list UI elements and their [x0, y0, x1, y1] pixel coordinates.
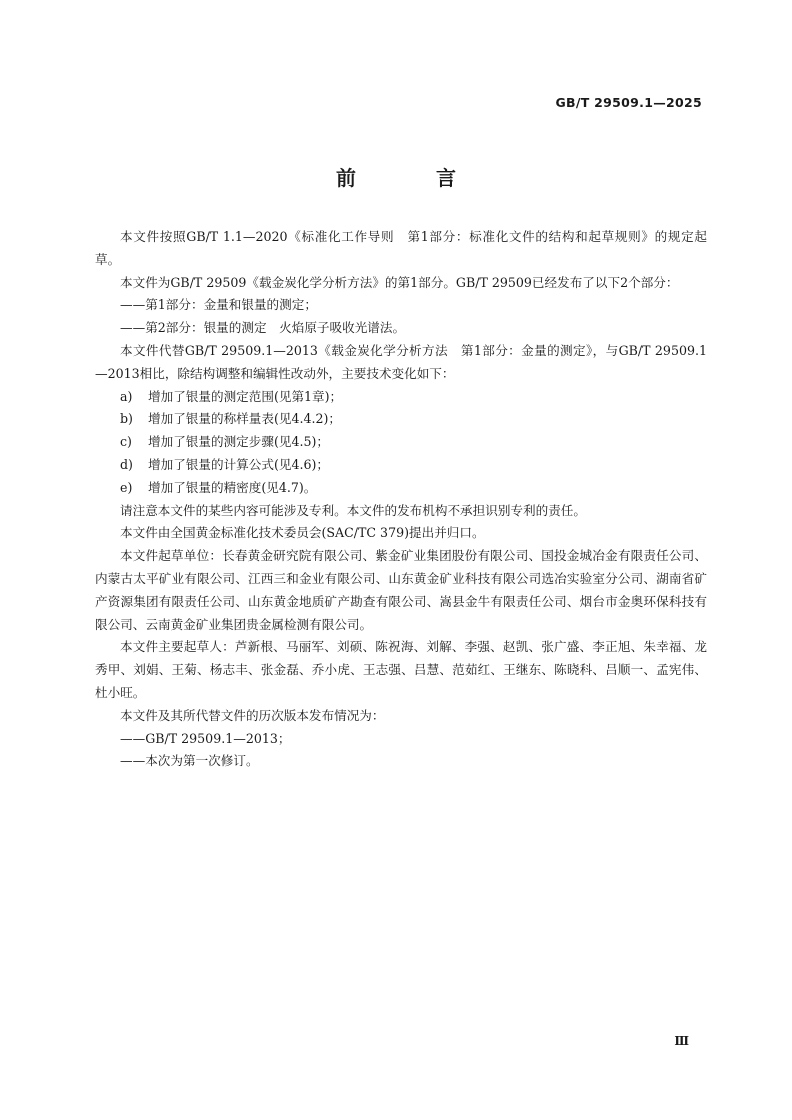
- list-item-part2: ——第2部分：银量的测定 火焰原子吸收光谱法。: [120, 320, 406, 336]
- paragraph-drafting-units: 本文件起草单位：长春黄金研究院有限公司、紫金矿业集团股份有限公司、国投金城冶金有限责任公司、内蒙古太平矿业有限公司、江西三和金业有限公司、山东黄金矿业科技有限公司选冶实验室分公司、湖南省矿产资源集团有限责任公司、山东黄金地质矿产勘查有限公司、嵩县金牛有限责任公司、烟台市金奥环保科技有限公司、云南黄金矿业集团贵金属检测有限公司。: [95, 548, 707, 632]
- change-text: 增加了银量的精密度(见4.7)。: [148, 479, 317, 495]
- paragraph-drafters: 本文件主要起草人：芦新根、马丽军、刘硕、陈祝海、刘解、李强、赵凯、张广盛、李正旭、朱幸福、龙秀甲、刘娟、王菊、杨志丰、张金磊、乔小虎、王志强、吕慧、范茹红、王继东、陈晓科、吕顺一、孟宪伟、杜小旺。: [95, 639, 707, 700]
- page-number: Ⅲ: [674, 1034, 689, 1048]
- change-item: [95, 386, 707, 409]
- change-item: [95, 477, 707, 500]
- change-text: 增加了银量的计算公式(见4.6)；: [148, 456, 329, 472]
- paragraph-replacement: 本文件代替GB/T 29509.1—2013《载金炭化学分析方法 第1部分：金量的测定》，与GB/T 29509.1—2013相比，除结构调整和编辑性改动外，主要技术变化如下：: [95, 342, 707, 381]
- standard-number: GB/T 29509.1—2025: [555, 95, 702, 110]
- foreword-body: [95, 226, 707, 773]
- list-item-part1: ——第1部分：金量和银量的测定；: [120, 297, 317, 313]
- paragraph-patent-notice: 请注意本文件的某些内容可能涉及专利。本文件的发布机构不承担识别专利的责任。: [120, 502, 586, 518]
- change-item: [95, 454, 707, 477]
- change-label: d): [120, 456, 133, 472]
- list-item-history-2013: ——GB/T 29509.1—2013；: [120, 730, 291, 746]
- paragraph-proposer: 本文件由全国黄金标准化技术委员会(SAC/TC 379)提出并归口。: [120, 525, 485, 541]
- page-title: 前 言: [336, 166, 486, 190]
- change-item: [95, 431, 707, 454]
- list-item-history-current: ——本次为第一次修订。: [120, 753, 259, 769]
- paragraph-drafting-rules: 本文件按照GB/T 1.1—2020《标准化工作导则 第1部分：标准化文件的结构和起草规则》的规定起草。: [95, 229, 707, 267]
- change-item: [95, 408, 707, 431]
- paragraph-history: 本文件及其所代替文件的历次版本发布情况为：: [120, 707, 385, 723]
- change-text: 增加了银量的称样量表(见4.4.2)；: [148, 411, 341, 427]
- change-text: 增加了银量的测定步骤(见4.5)；: [148, 434, 329, 450]
- change-label: b): [120, 411, 133, 427]
- change-label: a): [120, 388, 133, 404]
- paragraph-series-info: 本文件为GB/T 29509《载金炭化学分析方法》的第1部分。GB/T 29509已经发布了以下2个部分：: [120, 274, 679, 290]
- change-label: c): [120, 434, 132, 450]
- change-text: 增加了银量的测定范围(见第1章)；: [148, 388, 343, 404]
- change-label: e): [120, 479, 133, 495]
